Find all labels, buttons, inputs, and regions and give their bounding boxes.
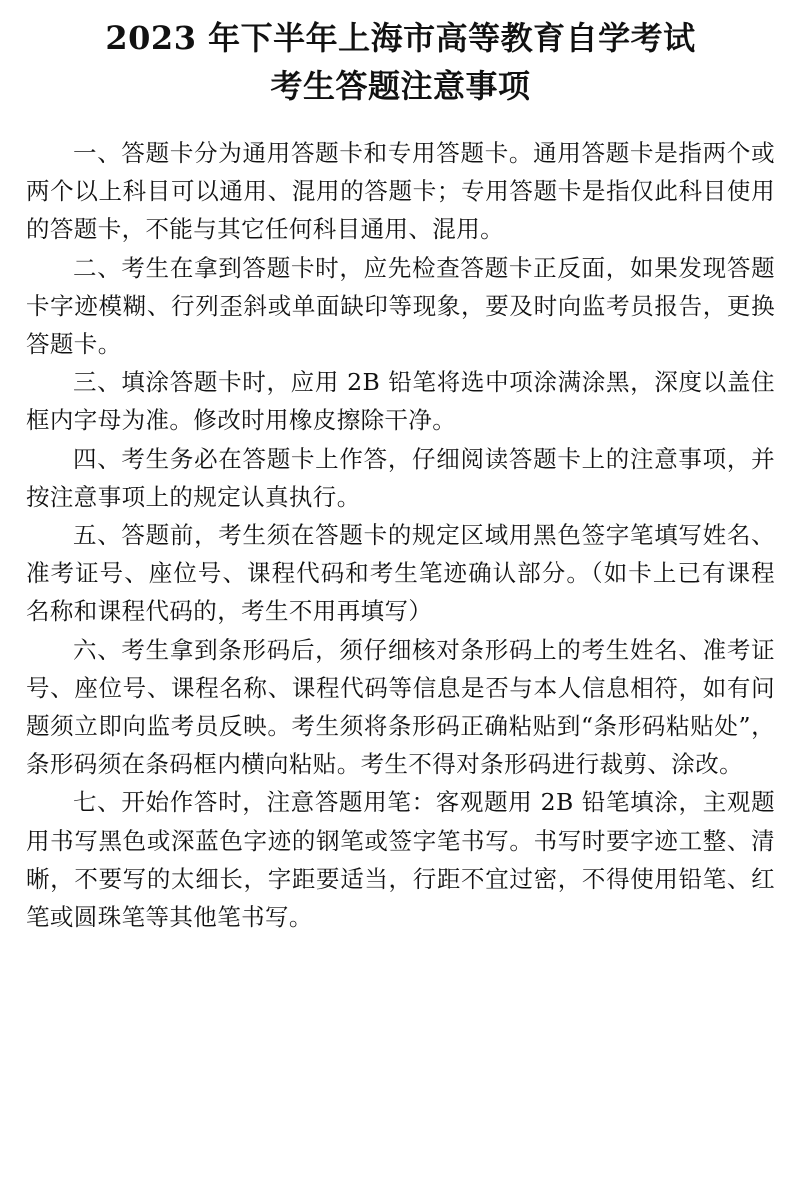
document-title: [26, 14, 775, 110]
paragraph-7: 七、开始作答时，注意答题用笔：客观题用 2B 铅笔填涂，主观题用书写黑色或深蓝色字迹的钢笔或签字笔书写。书写时要字迹工整、清晰，不要写的太细长，字距要适当，行距不宜过密，不得使用铅笔、红笔或圆珠笔等其他笔书写。: [26, 788, 775, 932]
paragraph-5: 五、答题前，考生须在答题卡的规定区域用黑色签字笔填写姓名、准考证号、座位号、课程代码和考生笔迹确认部分。（如卡上已有课程名称和课程代码的，考生不用再填写）: [26, 521, 775, 626]
title-line-2: 考生答题注意事项: [270, 67, 531, 105]
document-body: [26, 134, 775, 936]
paragraph-4: 四、考生务必在答题卡上作答，仔细阅读答题卡上的注意事项，并按注意事项上的规定认真执行。: [26, 444, 775, 511]
paragraph-1: 一、答题卡分为通用答题卡和专用答题卡。通用答题卡是指两个或两个以上科目可以通用、混用的答题卡；专用答题卡是指仅此科目使用的答题卡，不能与其它任何科目通用、混用。: [26, 139, 775, 244]
paragraph-6: 六、考生拿到条形码后，须仔细核对条形码上的考生姓名、准考证号、座位号、课程名称、课程代码等信息是否与本人信息相符，如有问题须立即向监考员反映。考生须将条形码正确粘贴到“条形码粘贴处”，条形码须在条码框内横向粘贴。考生不得对条形码进行裁剪、涂改。: [26, 635, 775, 779]
title-line-1: 2023 年下半年上海市高等教育自学考试: [105, 19, 696, 57]
paragraph-2: 二、考生在拿到答题卡时，应先检查答题卡正反面，如果发现答题卡字迹模糊、行列歪斜或单面缺印等现象，要及时向监考员报告，更换答题卡。: [26, 253, 775, 359]
paragraph-3: 三、填涂答题卡时，应用 2B 铅笔将选中项涂满涂黑，深度以盖住框内字母为准。修改时用橡皮擦除干净。: [26, 368, 775, 435]
